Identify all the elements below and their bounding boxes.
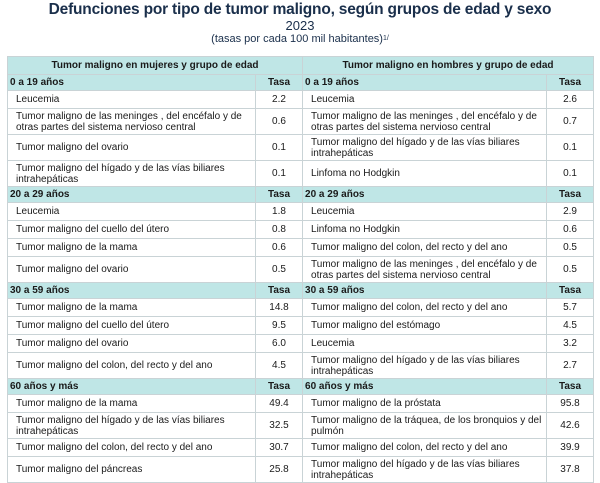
table-row: [8, 353, 594, 379]
table-row: [8, 109, 594, 135]
men-cause-cell: Tumor maligno del colon, del recto y del ano: [303, 439, 547, 457]
women-cause-cell: Tumor maligno de la mama: [8, 239, 256, 257]
women-rate-cell: 9.5: [256, 317, 303, 335]
men-tasa-header: Tasa: [547, 75, 594, 91]
men-tasa-header: Tasa: [547, 379, 594, 395]
women-rate-cell: 0.8: [256, 221, 303, 239]
women-rate-cell: 0.1: [256, 161, 303, 187]
table-row: [8, 457, 594, 483]
page-title: Defunciones por tipo de tumor maligno, según grupos de edad y sexo: [48, 1, 552, 18]
men-age-group-label: 60 años y más: [303, 379, 547, 395]
men-cause-cell: Tumor maligno de las meninges , del encéfalo y de otras partes del sistema nervioso central: [303, 109, 547, 135]
table-row: [8, 239, 594, 257]
men-rate-cell: 2.6: [547, 91, 594, 109]
women-cause-cell: Tumor maligno del cuello del útero: [8, 221, 256, 239]
men-cause-cell: Tumor maligno del colon, del recto y del ano: [303, 299, 547, 317]
women-cause-cell: Tumor maligno del cuello del útero: [8, 317, 256, 335]
men-cause-cell: Tumor maligno del hígado y de las vías biliares intrahepáticas: [303, 353, 547, 379]
table-row: [8, 439, 594, 457]
women-cause-cell: Tumor maligno de la mama: [8, 299, 256, 317]
men-rate-cell: 42.6: [547, 413, 594, 439]
women-tasa-header: Tasa: [256, 187, 303, 203]
men-tasa-header: Tasa: [547, 283, 594, 299]
men-age-group-label: 30 a 59 años: [303, 283, 547, 299]
table-row: [8, 335, 594, 353]
women-rate-cell: 0.5: [256, 257, 303, 283]
men-cause-cell: Tumor maligno del estómago: [303, 317, 547, 335]
women-age-group-label: 0 a 19 años: [8, 75, 256, 91]
age-group-row: [8, 75, 594, 91]
men-cause-cell: Linfoma no Hodgkin: [303, 161, 547, 187]
year-label: 2023: [285, 18, 315, 33]
men-cause-cell: Tumor maligno de la tráquea, de los bronquios y del pulmón: [303, 413, 547, 439]
women-rate-cell: 2.2: [256, 91, 303, 109]
men-rate-cell: 0.5: [547, 239, 594, 257]
women-tasa-header: Tasa: [256, 283, 303, 299]
table-row: [8, 395, 594, 413]
men-rate-cell: 95.8: [547, 395, 594, 413]
men-age-group-label: 0 a 19 años: [303, 75, 547, 91]
women-cause-cell: Tumor maligno del ovario: [8, 257, 256, 283]
women-rate-cell: 1.8: [256, 203, 303, 221]
women-rate-cell: 49.4: [256, 395, 303, 413]
age-group-row: [8, 187, 594, 203]
men-age-group-label: 20 a 29 años: [303, 187, 547, 203]
women-cause-cell: Tumor maligno del hígado y de las vías biliares intrahepáticas: [8, 161, 256, 187]
men-cause-cell: Tumor maligno de la próstata: [303, 395, 547, 413]
table-header-row: [8, 57, 594, 75]
table-row: [8, 221, 594, 239]
men-rate-cell: 0.5: [547, 257, 594, 283]
women-rate-cell: 0.1: [256, 135, 303, 161]
women-cause-cell: Tumor maligno del colon, del recto y del ano: [8, 439, 256, 457]
women-rate-cell: 0.6: [256, 109, 303, 135]
women-rate-cell: 14.8: [256, 299, 303, 317]
women-age-group-label: 20 a 29 años: [8, 187, 256, 203]
women-header: Tumor maligno en mujeres y grupo de edad: [8, 57, 303, 75]
men-rate-cell: 3.2: [547, 335, 594, 353]
men-rate-cell: 0.7: [547, 109, 594, 135]
men-rate-cell: 39.9: [547, 439, 594, 457]
men-rate-cell: 37.8: [547, 457, 594, 483]
women-cause-cell: Tumor maligno del ovario: [8, 135, 256, 161]
mortality-table: [7, 56, 594, 483]
table-body: [8, 75, 594, 483]
table-row: [8, 257, 594, 283]
men-tasa-header: Tasa: [547, 187, 594, 203]
women-tasa-header: Tasa: [256, 379, 303, 395]
men-rate-cell: 0.1: [547, 161, 594, 187]
women-cause-cell: Tumor maligno del hígado y de las vías biliares intrahepáticas: [8, 413, 256, 439]
men-cause-cell: Tumor maligno del hígado y de las vías biliares intrahepáticas: [303, 135, 547, 161]
men-rate-cell: 2.7: [547, 353, 594, 379]
women-cause-cell: Leucemia: [8, 91, 256, 109]
men-rate-cell: 5.7: [547, 299, 594, 317]
table-row: [8, 317, 594, 335]
men-rate-cell: 0.1: [547, 135, 594, 161]
women-rate-cell: 25.8: [256, 457, 303, 483]
women-cause-cell: Leucemia: [8, 203, 256, 221]
women-cause-cell: Tumor maligno del páncreas: [8, 457, 256, 483]
subtitle-text: (tasas por cada 100 mil habitantes): [211, 33, 383, 45]
men-rate-cell: 0.6: [547, 221, 594, 239]
women-rate-cell: 6.0: [256, 335, 303, 353]
women-cause-cell: Tumor maligno del colon, del recto y del ano: [8, 353, 256, 379]
age-group-row: [8, 283, 594, 299]
table-row: [8, 161, 594, 187]
age-group-row: [8, 379, 594, 395]
women-rate-cell: 4.5: [256, 353, 303, 379]
women-age-group-label: 60 años y más: [8, 379, 256, 395]
women-age-group-label: 30 a 59 años: [8, 283, 256, 299]
women-cause-cell: Tumor maligno de la mama: [8, 395, 256, 413]
header: [0, 0, 600, 46]
women-cause-cell: Tumor maligno del ovario: [8, 335, 256, 353]
women-tasa-header: Tasa: [256, 75, 303, 91]
men-cause-cell: Leucemia: [303, 203, 547, 221]
men-rate-cell: 4.5: [547, 317, 594, 335]
women-rate-cell: 0.6: [256, 239, 303, 257]
men-rate-cell: 2.9: [547, 203, 594, 221]
subtitle: [0, 33, 600, 46]
men-cause-cell: Tumor maligno del hígado y de las vías biliares intrahepáticas: [303, 457, 547, 483]
table-row: [8, 135, 594, 161]
footnote-mark: 1/: [382, 35, 389, 42]
men-header: Tumor maligno en hombres y grupo de edad: [303, 57, 594, 75]
men-cause-cell: Leucemia: [303, 335, 547, 353]
men-cause-cell: Tumor maligno de las meninges , del encéfalo y de otras partes del sistema nervioso central: [303, 257, 547, 283]
table-row: [8, 413, 594, 439]
table-row: [8, 91, 594, 109]
women-rate-cell: 30.7: [256, 439, 303, 457]
table-row: [8, 203, 594, 221]
table-row: [8, 299, 594, 317]
men-cause-cell: Tumor maligno del colon, del recto y del ano: [303, 239, 547, 257]
women-rate-cell: 32.5: [256, 413, 303, 439]
women-cause-cell: Tumor maligno de las meninges , del encéfalo y de otras partes del sistema nervioso central: [8, 109, 256, 135]
men-cause-cell: Leucemia: [303, 91, 547, 109]
men-cause-cell: Linfoma no Hodgkin: [303, 221, 547, 239]
